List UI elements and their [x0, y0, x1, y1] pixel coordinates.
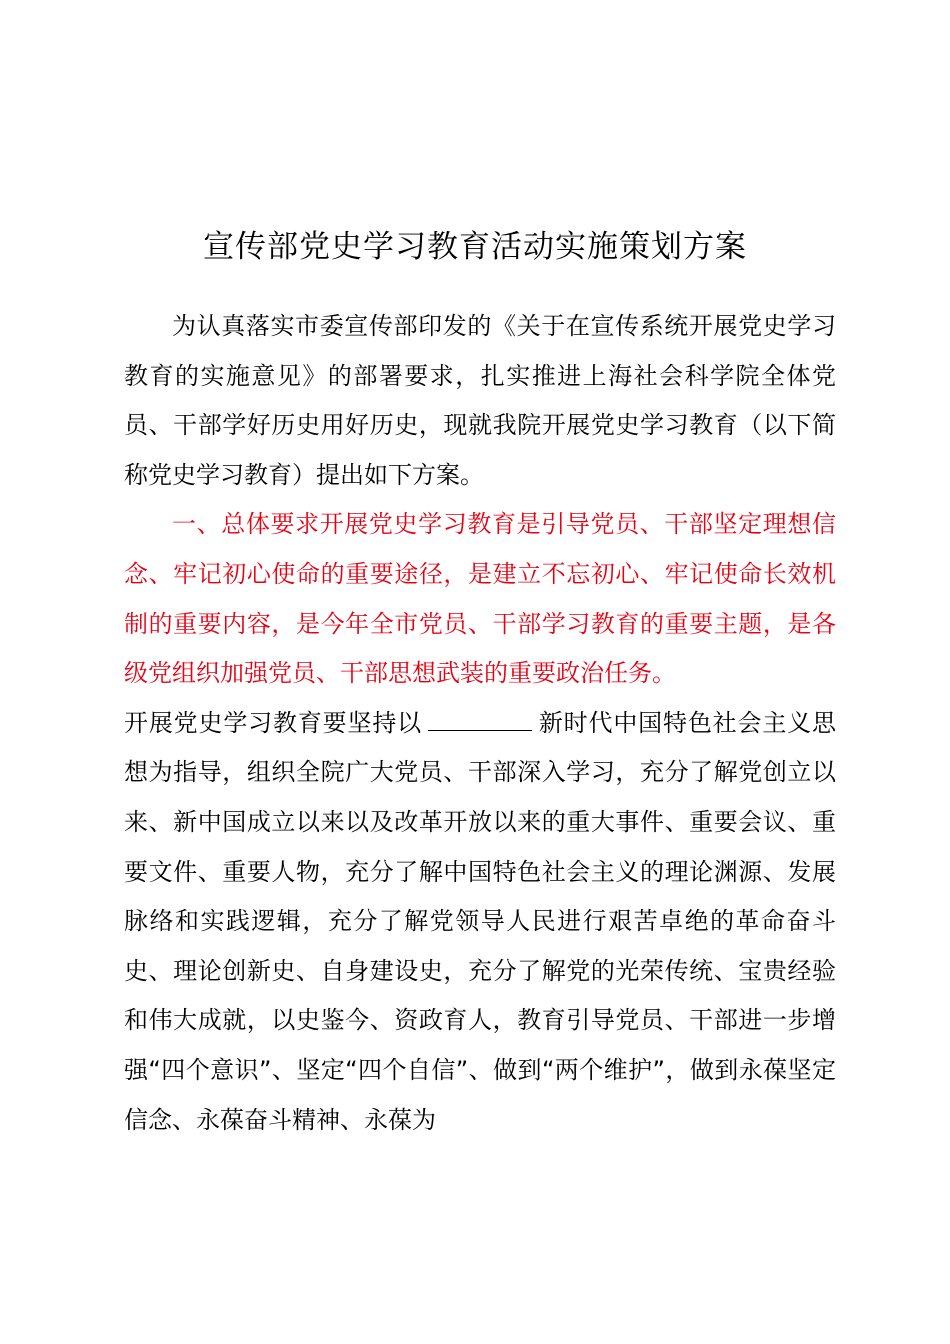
main-paragraph — [124, 699, 836, 1145]
main-paragraph-rest: 新时代中国特色社会主义思想为指导，组织全院广大党员、干部深入学习，充分了解党创立以来、新中国成立以来以及改革开放以来的重大事件、重要会议、重要文件、重要人物，充分了解中国特色社会主义的理论渊源、发展脉络和实践逻辑，充分了解党领导人民进行艰苦卓绝的革命奋斗史、理论创新史、自身建设史，充分了解党的光荣传统、宝贵经验和伟大成就，以史鉴今、资政育人，教育引导党员、干部进一步增强“四个意识”、坚定“四个自信”、做到“两个维护”，做到永葆坚定信念、永葆奋斗精神、永葆为 — [124, 708, 836, 1134]
document-body — [124, 302, 836, 1145]
intro-paragraph: 为认真落实市委宣传部印发的《关于在宣传系统开展党史学习教育的实施意见》的部署要求，扎实推进上海社会科学院全体党员、干部学好历史用好历史，现就我院开展党史学习教育（以下简称党史学习教育）提出如下方案。 — [124, 312, 836, 489]
main-paragraph-lead: 开展党史学习教育要坚持以 — [124, 708, 422, 737]
document-title: 宣传部党史学习教育活动实施策划方案 — [203, 229, 747, 265]
section-1-paragraph: 一、总体要求开展党史学习教育是引导党员、干部坚定理想信念、牢记初心使命的重要途径，是建立不忘初心、牢记使命长效机制的重要内容，是今年全市党员、干部学习教育的重要主题，是各级党组织加强党员、干部思想武装的重要政治任务。 — [124, 510, 836, 688]
fill-in-blank — [428, 708, 532, 731]
